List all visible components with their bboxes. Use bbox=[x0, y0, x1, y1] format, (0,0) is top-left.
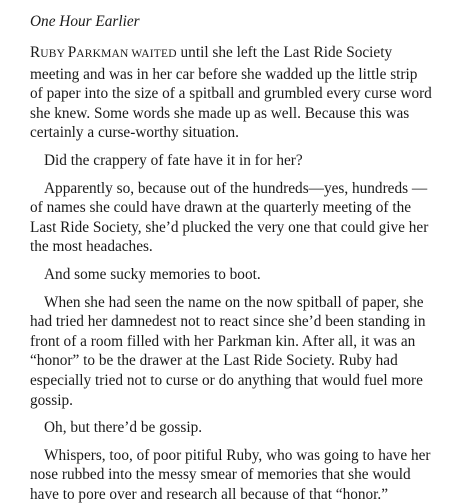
paragraph-6: Whispers, too, of poor pitiful Ruby, who was going to have her nose rubbed into the messy smear of memories that she would have to pore over and research all because of that “honor.” bbox=[30, 446, 431, 503]
lead-capital-p: P bbox=[67, 44, 77, 61]
opening-paragraph bbox=[30, 43, 433, 143]
lead-smallcaps-uby: UBY bbox=[40, 48, 68, 60]
lead-smallcaps-arkman: ARKMAN WAITED bbox=[76, 48, 177, 60]
lead-capital-r: R bbox=[30, 44, 41, 61]
opening-text: until she left the Last Ride Society meeting and was in her car before she wadded up the little strip of paper into the size of a spitball and grumbled every curse word she knew. Some words she made up as well. Because this was certainly a curse-worthy situation. bbox=[30, 44, 432, 142]
chapter-heading: One Hour Earlier bbox=[30, 13, 140, 30]
paragraph-3: And some sucky memories to boot. bbox=[44, 265, 261, 283]
paragraph-5: Oh, but there’d be gossip. bbox=[44, 419, 203, 437]
paragraph-1: Did the crappery of fate have it in for her? bbox=[44, 151, 303, 169]
paragraph-4: When she had seen the name on the now spitball of paper, she had tried her damnedest not to react since she’d been standing in front of a room filled with her Parkman kin. After all, it was an “honor” to be the drawer at the Last Ride Society. Ruby had especially tried not to curse or do anything that would fuel more gossip. bbox=[30, 293, 426, 409]
paragraph-2: Apparently so, because out of the hundreds—yes, hundreds —of names she could have drawn at the quarterly meeting of the Last Ride Society, she’d plucked the very one that could give her the most headaches. bbox=[30, 179, 429, 256]
